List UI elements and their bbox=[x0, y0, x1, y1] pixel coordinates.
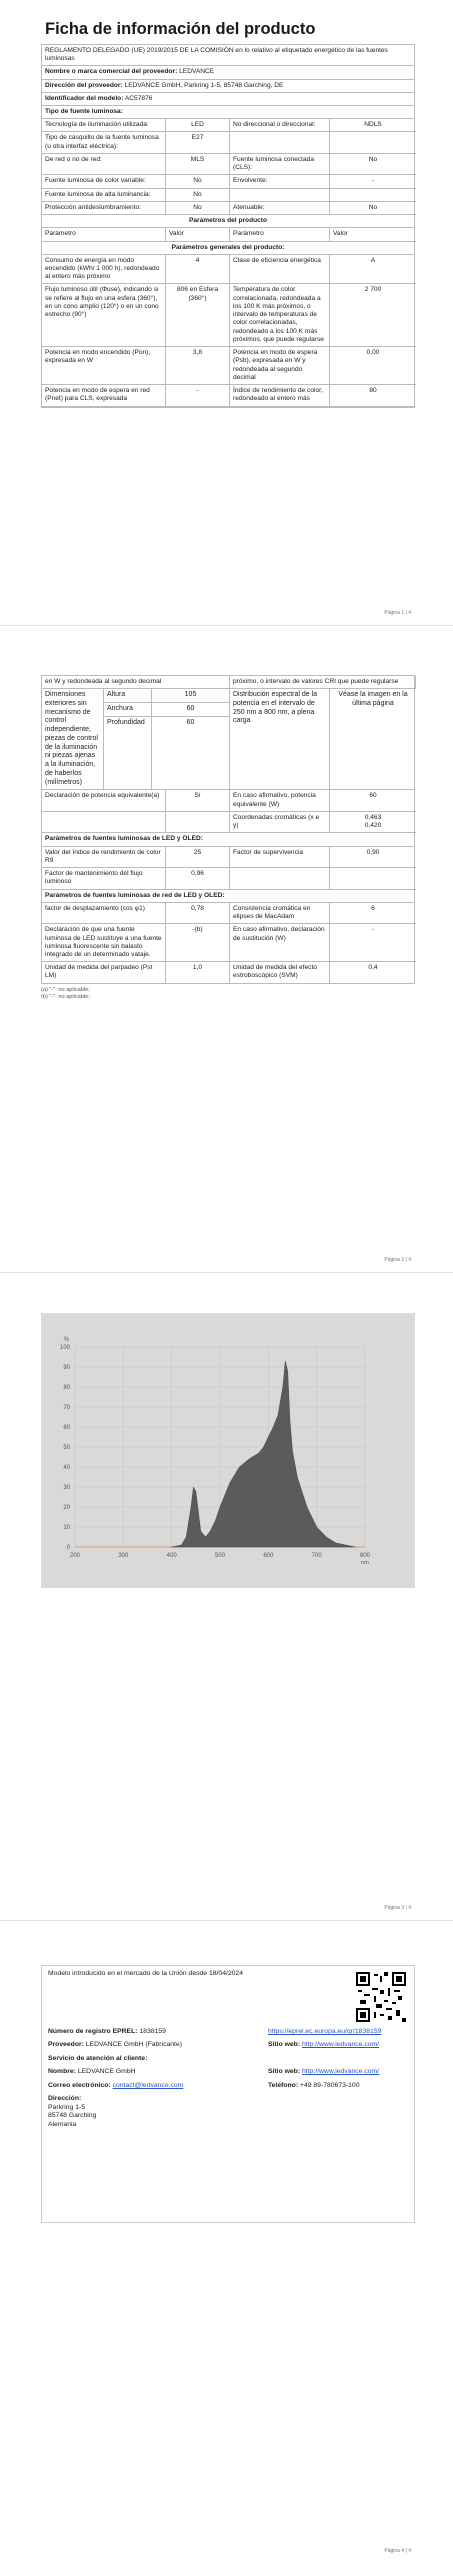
cell-value: 3,8 bbox=[166, 347, 230, 385]
x-tick-label: 400 bbox=[166, 1553, 177, 1559]
x-tick-label: 200 bbox=[69, 1553, 81, 1559]
cell-value: A bbox=[330, 255, 416, 285]
general-params-grid bbox=[42, 255, 414, 407]
eprel-number: 1838159 bbox=[139, 2028, 166, 2035]
provider-label: Proveedor: bbox=[48, 2041, 84, 2049]
light-source-type-grid bbox=[42, 119, 414, 215]
cell-label bbox=[230, 132, 330, 153]
column-headers bbox=[42, 228, 414, 241]
qr-code-icon bbox=[356, 1972, 406, 2022]
address-line: Alemania bbox=[48, 2120, 77, 2128]
y-tick-label: 60 bbox=[63, 1425, 70, 1431]
col-head: Valor bbox=[330, 228, 416, 241]
dim-height-label: Altura bbox=[104, 689, 151, 703]
provider-name: LEDVANCE GmbH (Fabricante) bbox=[85, 2041, 182, 2049]
dim-height-value: 105 bbox=[152, 689, 229, 703]
cell-label bbox=[230, 868, 330, 889]
spectrum-area bbox=[172, 1361, 356, 1547]
x-tick-label: 800 bbox=[359, 1553, 371, 1559]
cell-label: factor de desplazamiento (cos φ1) bbox=[42, 903, 166, 924]
product-params-title: Parámetros del producto bbox=[42, 215, 414, 228]
cell-label: Consumo de energía en modo encendido (kWh/ 1 000 h), redondeado al entero más próximo bbox=[42, 255, 166, 285]
cell-label: Fuente luminosa de alta luminancia: bbox=[42, 189, 166, 202]
cell-label: Atenuable: bbox=[230, 202, 330, 215]
regulation-text: REGLAMENTO DELEGADO (UE) 2019/2015 DE LA COMISIÓN en lo relativo al etiquetado energético de las fuentes luminosas bbox=[42, 45, 414, 66]
led-params-grid bbox=[42, 847, 414, 890]
model-label: Identificador del modelo: bbox=[45, 94, 124, 102]
cell-label: Unidad de medida del parpadeo (Pst LM) bbox=[42, 962, 166, 982]
cell-empty bbox=[166, 812, 230, 833]
cell-label: De red o no de red: bbox=[42, 154, 166, 175]
service-name-label: Nombre: bbox=[48, 2068, 76, 2076]
page-title: Ficha de información del producto bbox=[45, 20, 316, 38]
y-tick-label: 20 bbox=[63, 1505, 70, 1511]
page-4 bbox=[41, 1965, 415, 2223]
cell-value: LED bbox=[166, 119, 230, 132]
dimension-values bbox=[152, 689, 230, 789]
address-block bbox=[48, 2095, 408, 2129]
page-divider bbox=[0, 1272, 453, 1273]
cell-label: Declaración de que una fuente luminosa de LED sustituye a una fuente luminosa fluorescente sin balasto integrado de un determinado vataje. bbox=[42, 924, 166, 962]
service-name: LEDVANCE GmbH bbox=[77, 2068, 136, 2076]
cell-value bbox=[330, 868, 416, 889]
cell-label: Fuente luminosa de color variable: bbox=[42, 175, 166, 188]
page-footer: Página 1 | 4 bbox=[384, 610, 411, 616]
continuation-row bbox=[42, 676, 414, 689]
cell-value: 25 bbox=[166, 847, 230, 868]
cell-value: 6 bbox=[330, 903, 416, 924]
col-head: Parámetro bbox=[42, 228, 166, 241]
service-name-row bbox=[48, 2068, 268, 2076]
cell-empty bbox=[42, 812, 166, 833]
mains-led-params-title: Parámetros de fuentes luminosas de red de LED y OLED: bbox=[42, 890, 414, 903]
cell-label: Factor de mantenimiento del flujo luminoso bbox=[42, 868, 166, 889]
cell-label: Unidad de medida del efecto estroboscópico (SVM) bbox=[230, 962, 330, 982]
address-line: Parkring 1-5 bbox=[48, 2103, 86, 2111]
eprel-row bbox=[48, 2028, 268, 2036]
cell-label: Temperatura de color correlacionada, redondeada a los 100 K más próximos, o intervalo de temperaturas de color correlacionadas, redondeado a los 100 K más próximos, que puede regularse bbox=[230, 284, 330, 347]
cell-label: Fuente luminosa conectada (CLS): bbox=[230, 154, 330, 175]
eprel-label: Número de registro EPREL: bbox=[48, 2028, 138, 2035]
market-intro: Modelo introducido en el mercado de la Unión desde 18/04/2024 bbox=[48, 1970, 243, 1977]
dimensions-label: Dimensiones exteriores sin mecanismo de control independiente, piezas de control de la iluminación ni piezas ajenas a la iluminación, de haberlos (milímetros) bbox=[42, 689, 104, 789]
cell-value: 2 700 bbox=[330, 284, 416, 347]
cell-value: No bbox=[330, 154, 416, 175]
cell-label: Envolvente: bbox=[230, 175, 330, 188]
supplier-address-label: Dirección del proveedor: bbox=[45, 81, 123, 89]
page-1 bbox=[41, 18, 415, 408]
cell-label: Potencia en modo de espera en red (Pnet) para CLS, expresada bbox=[42, 385, 166, 406]
cell-label: Consistencia cromática en elipses de MacAdam bbox=[230, 903, 330, 924]
x-tick-label: 300 bbox=[118, 1553, 129, 1559]
cell-label bbox=[230, 189, 330, 202]
dimension-names bbox=[104, 689, 152, 789]
cell-label: próximo, o intervalo de valores CRI que puede regularse bbox=[230, 676, 416, 689]
website-label: Sitio web: bbox=[268, 2041, 301, 2049]
supplier-name-label: Nombre o marca comercial del proveedor: bbox=[45, 68, 178, 76]
chromaticity-values bbox=[330, 812, 416, 833]
cell-label: En caso afirmativo, potencia equivalente (W) bbox=[230, 790, 330, 811]
y-tick-label: 30 bbox=[63, 1485, 70, 1491]
cell-value: No bbox=[330, 202, 416, 215]
website-link[interactable]: http://www.ledvance.com/ bbox=[302, 2041, 380, 2049]
cell-value: 0,00 bbox=[330, 347, 416, 385]
y-tick-label: 50 bbox=[63, 1445, 70, 1451]
x-axis-label: nm bbox=[361, 1560, 369, 1566]
spectral-chart-svg bbox=[41, 1313, 415, 1588]
cell-value: MLS bbox=[166, 154, 230, 175]
cell-value: 1,0 bbox=[166, 962, 230, 982]
chroma-x: 0,463 bbox=[364, 813, 382, 821]
cell-value: 0,4 bbox=[368, 964, 378, 972]
cell-value: 80 bbox=[330, 385, 416, 406]
cell-value: 60 bbox=[330, 790, 416, 811]
phone-label: Teléfono: bbox=[268, 2081, 299, 2089]
cell-value bbox=[330, 132, 416, 153]
email-link[interactable]: contact@ledvance.com bbox=[112, 2081, 184, 2089]
cell-value: NDLS bbox=[330, 119, 416, 132]
address-line: 85748 Garching bbox=[48, 2112, 97, 2120]
product-params-table-cont bbox=[41, 675, 415, 984]
x-tick-label: 700 bbox=[311, 1553, 322, 1559]
footnote-a: (a) "-": no aplicable; bbox=[41, 986, 90, 993]
col-head: Parámetro bbox=[230, 228, 330, 241]
y-tick-label: 0 bbox=[66, 1545, 70, 1551]
dimensions-row bbox=[42, 689, 414, 790]
col-head: Valor bbox=[166, 228, 230, 241]
page-divider bbox=[0, 1920, 453, 1921]
product-info-table bbox=[41, 44, 415, 408]
light-source-type-label: Tipo de fuente luminosa: bbox=[42, 106, 414, 119]
cell-label: Índice de rendimiento de color, redondeado al entero más bbox=[230, 385, 330, 406]
model-row bbox=[42, 93, 414, 106]
cell-label: Valor del índice de rendimiento de color R9 bbox=[42, 847, 166, 868]
contact-block bbox=[48, 2028, 408, 2129]
footnote-b: (b) "-": no aplicable; bbox=[41, 993, 90, 1000]
address-label: Dirección: bbox=[48, 2095, 82, 2103]
cell-label: Tecnología de iluminación utilizada: bbox=[42, 119, 166, 132]
customer-service-label: Servicio de atención al cliente: bbox=[48, 2054, 148, 2062]
cell-label: Potencia en modo encendido (Pon), expresada en W bbox=[42, 347, 166, 385]
cell-value: No bbox=[166, 202, 230, 215]
cell-label: Protección antideslumbramiento: bbox=[42, 202, 166, 215]
y-axis-label: % bbox=[63, 1337, 69, 1343]
y-tick-label: 100 bbox=[59, 1345, 70, 1351]
cell-value: 4 bbox=[166, 255, 230, 285]
general-params-title: Parámetros generales del producto: bbox=[42, 242, 414, 255]
model-id: AC57876 bbox=[124, 94, 153, 102]
supplier-name-row bbox=[42, 66, 414, 79]
cell-value: -(b) bbox=[166, 924, 230, 962]
cell-label: Declaración de potencia equivalente(a) bbox=[42, 790, 166, 811]
service-website-link[interactable]: http://www.ledvance.com/ bbox=[302, 2068, 380, 2076]
supplier-address: LEDVANCE GmbH, Parkring 1-5, 85748 Garching, DE bbox=[124, 81, 284, 89]
y-tick-label: 70 bbox=[63, 1405, 70, 1411]
chroma-y: 0,420 bbox=[364, 822, 382, 830]
page-2 bbox=[41, 675, 415, 1001]
y-tick-label: 10 bbox=[63, 1525, 70, 1531]
cell-label: No direccional o direccional: bbox=[230, 119, 330, 132]
cell-label: Tipo de casquillo de la fuente luminosa (u otra interfaz eléctrica): bbox=[42, 132, 166, 153]
x-tick-label: 600 bbox=[263, 1553, 274, 1559]
service-website-label: Sitio web: bbox=[268, 2068, 301, 2076]
spectral-value: Véase la imagen en la última página bbox=[338, 691, 408, 707]
y-tick-label: 40 bbox=[63, 1465, 70, 1471]
spectral-label: Distribución espectral de la potencia en el intervalo de 250 nm a 800 nm, a plena carga bbox=[230, 689, 330, 789]
x-tick-label: 500 bbox=[214, 1553, 226, 1559]
provider-row bbox=[48, 2041, 268, 2049]
led-params-title: Parámetros de fuentes luminosas de LED y OLED: bbox=[42, 833, 414, 846]
phone-number: +49 89-780673-100 bbox=[299, 2081, 360, 2089]
cell-value: - bbox=[330, 175, 416, 188]
cell-value: 0,96 bbox=[166, 868, 230, 889]
cell-label: Clase de eficiencia energética bbox=[230, 255, 330, 285]
equivalent-power-grid bbox=[42, 790, 414, 833]
email-row bbox=[48, 2082, 268, 2090]
dim-width-label: Anchura bbox=[104, 703, 151, 717]
cell-value: 806 en Esfera (360°) bbox=[166, 284, 230, 347]
cell-value bbox=[330, 189, 416, 202]
cell-value: Sí bbox=[166, 790, 230, 811]
supplier-name: LEDVANCE bbox=[179, 68, 215, 76]
y-tick-label: 80 bbox=[63, 1385, 70, 1391]
cell-value: 0,78 bbox=[166, 903, 230, 924]
email-label: Correo electrónico: bbox=[48, 2081, 111, 2089]
page-footer: Página 2 | 4 bbox=[384, 1257, 411, 1263]
cell-label: Coordenadas cromáticas (x e y) bbox=[230, 812, 330, 833]
spectral-chart bbox=[41, 1313, 415, 1588]
dim-depth-value: 60 bbox=[186, 718, 195, 726]
cell-value: 0,90 bbox=[330, 847, 416, 868]
dim-depth-label: Profundidad bbox=[107, 718, 145, 726]
page-footer: Página 3 | 4 bbox=[384, 1905, 411, 1911]
y-tick-label: 90 bbox=[63, 1365, 70, 1371]
cell-label: En caso afirmativo, declaración de sustitución (W) bbox=[230, 924, 330, 962]
qr-code bbox=[356, 1972, 406, 2022]
cell-value: - bbox=[330, 924, 416, 962]
cell-label: Potencia en modo de espera (Psb), expresada en W y redondeada al segundo decimal bbox=[230, 347, 330, 385]
cell-label: Factor de supervivencia bbox=[230, 847, 330, 868]
cell-label: Flujo luminoso útil (Φuse), indicando si se refiere al flujo en una esfera (360°), en un cono amplio (120°) o en un cono estrecho (90°) bbox=[42, 284, 166, 347]
dim-width-value: 60 bbox=[152, 703, 229, 717]
cell-value: No bbox=[166, 175, 230, 188]
cell-value: - bbox=[166, 385, 230, 406]
cell-label: en W y redondeada al segundo decimal bbox=[42, 676, 230, 689]
cell-value: E27 bbox=[166, 132, 230, 153]
cell-value: No bbox=[166, 189, 230, 202]
mains-led-params-grid bbox=[42, 903, 414, 983]
page-footer: Página 4 | 4 bbox=[384, 2548, 411, 2554]
eprel-link[interactable]: https://eprel.ec.europa.eu/qr/1838159 bbox=[268, 2028, 382, 2035]
page-divider bbox=[0, 625, 453, 626]
supplier-address-row bbox=[42, 80, 414, 93]
